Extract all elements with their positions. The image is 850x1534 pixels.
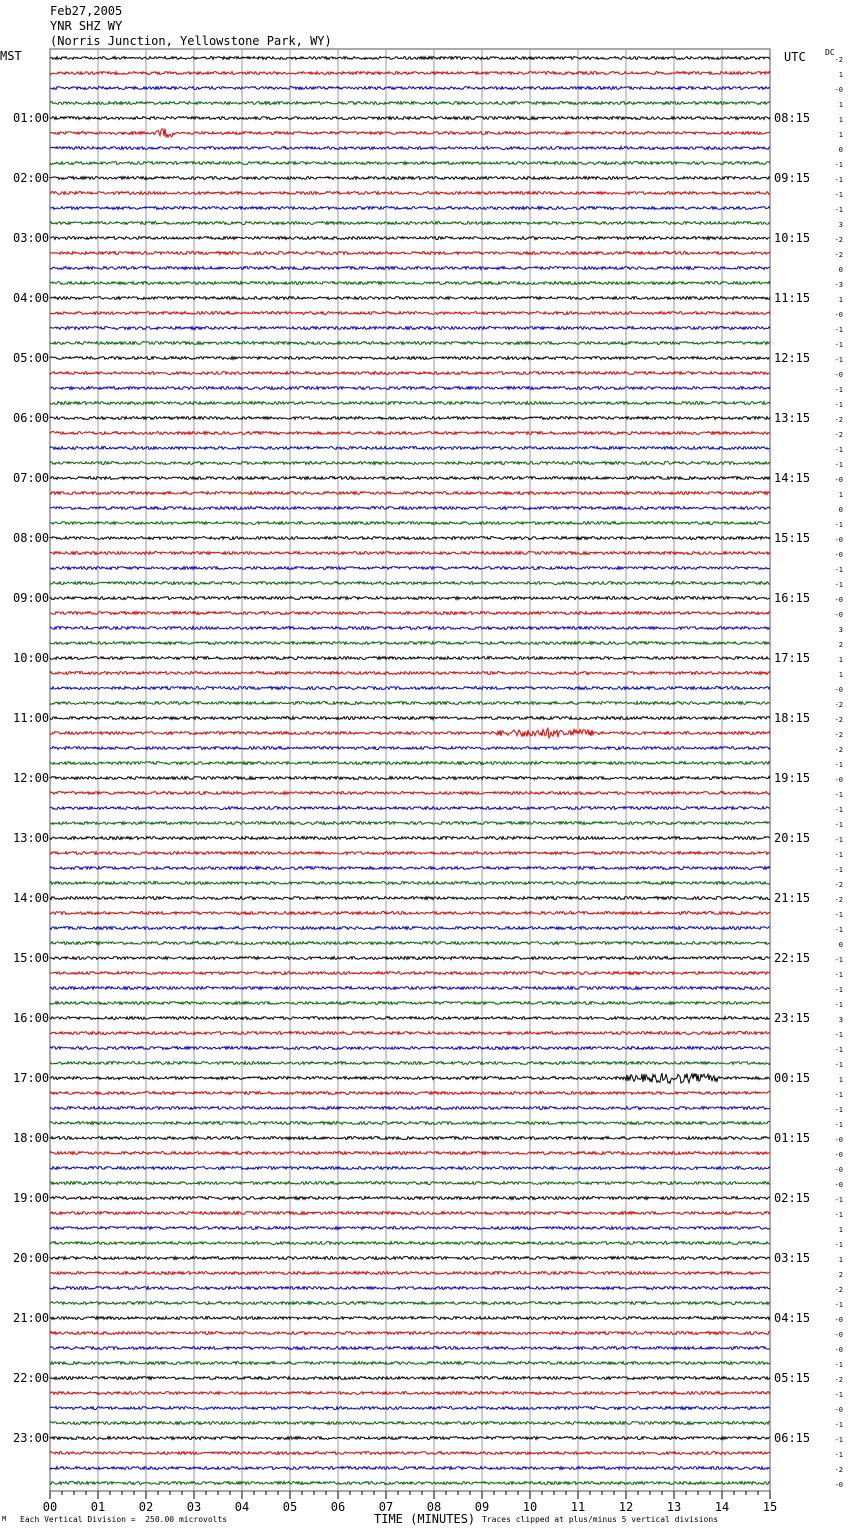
- x-tick-label: 12: [618, 1500, 634, 1514]
- trace-row: [50, 717, 770, 720]
- mst-hour-label: 16:00: [13, 1011, 50, 1025]
- dc-offset-value: -2: [834, 1376, 843, 1384]
- mst-hour-label: 11:00: [13, 711, 50, 725]
- dc-offset-value: -1: [834, 911, 843, 919]
- trace-row: [50, 1122, 770, 1125]
- trace-row: [50, 822, 770, 825]
- dc-offset-value: -1: [834, 986, 843, 994]
- dc-offset-value: -0: [834, 1331, 843, 1339]
- dc-offset-value: -1: [834, 956, 843, 964]
- dc-offset-value: -1: [834, 1421, 843, 1429]
- trace-row: [50, 1152, 770, 1155]
- utc-hour-label: 19:15: [774, 771, 811, 785]
- dc-offset-value: -1: [834, 461, 843, 469]
- dc-offset-value: -2: [834, 716, 843, 724]
- dc-offset-value: -1: [834, 1391, 843, 1399]
- mst-hour-label: 07:00: [13, 471, 50, 485]
- trace-row: [50, 1302, 770, 1305]
- dc-offset-value: -0: [834, 1316, 843, 1324]
- utc-hour-label: 18:15: [774, 711, 811, 725]
- trace-row: [50, 1452, 770, 1455]
- dc-offset-header: DC: [825, 48, 835, 57]
- dc-offset-value: -2: [834, 236, 843, 244]
- dc-offset-value: -1: [834, 1091, 843, 1099]
- trace-row: [50, 687, 770, 690]
- dc-offset-value: -1: [834, 1241, 843, 1249]
- utc-hour-label: 03:15: [774, 1251, 811, 1265]
- trace-row: [50, 72, 770, 75]
- x-tick-label: 06: [330, 1500, 346, 1514]
- trace-row: [50, 87, 770, 90]
- dc-offset-value: 1: [838, 491, 843, 499]
- x-tick-label: 00: [42, 1500, 58, 1514]
- utc-hour-label: 01:15: [774, 1131, 811, 1145]
- x-tick-label: 10: [522, 1500, 538, 1514]
- trace-row: [50, 1167, 770, 1170]
- dc-offset-value: -1: [834, 1451, 843, 1459]
- dc-offset-value: -1: [834, 1196, 843, 1204]
- left-timezone-label: MST: [0, 49, 22, 63]
- dc-offset-value: 0: [838, 266, 843, 274]
- dc-offset-value: -1: [834, 1046, 843, 1054]
- trace-row: [50, 1377, 770, 1380]
- trace-row: [50, 882, 770, 885]
- x-tick-label: 04: [234, 1500, 250, 1514]
- x-tick-label: 01: [90, 1500, 106, 1514]
- dc-offset-value: -0: [834, 86, 843, 94]
- dc-offset-value: -1: [834, 1301, 843, 1309]
- mst-hour-label: 20:00: [13, 1251, 50, 1265]
- trace-row: [50, 1317, 770, 1320]
- dc-offset-value: 3: [838, 1016, 843, 1024]
- station-location: (Norris Junction, Yellowstone Park, WY): [50, 34, 332, 48]
- trace-row: [50, 192, 770, 195]
- dc-offset-value: -1: [834, 1436, 843, 1444]
- x-tick-label: 02: [138, 1500, 154, 1514]
- trace-row: [50, 1073, 770, 1083]
- mst-hour-label: 04:00: [13, 291, 50, 305]
- trace-row: [50, 432, 770, 435]
- trace-row: [50, 327, 770, 330]
- dc-offset-value: -1: [834, 866, 843, 874]
- trace-row: [50, 1392, 770, 1395]
- utc-hour-label: 23:15: [774, 1011, 811, 1025]
- trace-row: [50, 387, 770, 390]
- dc-offset-value: 1: [838, 71, 843, 79]
- trace-row: [50, 582, 770, 585]
- dc-offset-value: -1: [834, 446, 843, 454]
- trace-row: [50, 792, 770, 795]
- trace-row: [50, 912, 770, 915]
- dc-offset-value: -2: [834, 896, 843, 904]
- dc-offset-value: -1: [834, 206, 843, 214]
- trace-row: [50, 252, 770, 255]
- trace-row: [50, 597, 770, 600]
- x-tick-label: 08: [426, 1500, 442, 1514]
- dc-offset-value: -1: [834, 806, 843, 814]
- dc-offset-value: -1: [834, 1106, 843, 1114]
- trace-row: [50, 1437, 770, 1440]
- dc-offset-value: -1: [834, 191, 843, 199]
- x-tick-label: 07: [378, 1500, 394, 1514]
- dc-offset-value: 0: [838, 941, 843, 949]
- dc-offset-value: -2: [834, 1286, 843, 1294]
- trace-row: [50, 522, 770, 525]
- mst-hour-label: 05:00: [13, 351, 50, 365]
- trace-row: [50, 747, 770, 750]
- dc-offset-value: 3: [838, 221, 843, 229]
- trace-row: [50, 807, 770, 810]
- dc-offset-value: -1: [834, 566, 843, 574]
- dc-offset-value: -1: [834, 581, 843, 589]
- x-tick-label: 09: [474, 1500, 490, 1514]
- clip-note: Traces clipped at plus/minus 5 vertical divisions: [482, 1515, 719, 1524]
- trace-row: [50, 102, 770, 105]
- utc-hour-label: 12:15: [774, 351, 811, 365]
- x-tick-label: 13: [666, 1500, 682, 1514]
- dc-offset-value: -1: [834, 1211, 843, 1219]
- dc-offset-value: 0: [838, 506, 843, 514]
- right-timezone-label: UTC: [784, 50, 806, 64]
- mst-hour-label: 21:00: [13, 1311, 50, 1325]
- utc-hour-label: 15:15: [774, 531, 811, 545]
- dc-offset-value: -1: [834, 821, 843, 829]
- trace-row: [50, 762, 770, 765]
- dc-offset-value: 1: [838, 656, 843, 664]
- trace-row: [50, 1332, 770, 1335]
- trace-row: [50, 492, 770, 495]
- trace-row: [50, 657, 770, 660]
- mst-hour-label: 10:00: [13, 651, 50, 665]
- trace-row: [50, 1032, 770, 1035]
- x-tick-label: 15: [762, 1500, 778, 1514]
- utc-hour-label: 02:15: [774, 1191, 811, 1205]
- utc-hour-label: 00:15: [774, 1071, 811, 1085]
- trace-row: [50, 372, 770, 375]
- trace-row: [50, 567, 770, 570]
- trace-row: [50, 1347, 770, 1350]
- trace-row: [50, 57, 770, 60]
- utc-hour-label: 17:15: [774, 651, 811, 665]
- dc-offset-value: 1: [838, 1256, 843, 1264]
- dc-offset-value: -0: [834, 776, 843, 784]
- dc-offset-value: 0: [838, 146, 843, 154]
- dc-offset-value: -0: [834, 1481, 843, 1489]
- trace-row: [50, 897, 770, 900]
- trace-row: [50, 672, 770, 675]
- utc-hour-label: 13:15: [774, 411, 811, 425]
- trace-row: [50, 267, 770, 270]
- trace-row: [50, 1407, 770, 1410]
- dc-offset-value: -1: [834, 521, 843, 529]
- trace-row: [50, 1197, 770, 1200]
- dc-offset-value: -1: [834, 1061, 843, 1069]
- dc-offset-value: -1: [834, 836, 843, 844]
- dc-offset-value: -2: [834, 416, 843, 424]
- corner-mark: M: [2, 1515, 7, 1523]
- utc-hour-label: 06:15: [774, 1431, 811, 1445]
- dc-offset-value: -0: [834, 1346, 843, 1354]
- trace-row: [50, 927, 770, 930]
- trace-row: [50, 447, 770, 450]
- trace-row: [50, 207, 770, 210]
- dc-offset-value: -0: [834, 611, 843, 619]
- trace-row: [50, 867, 770, 870]
- utc-hour-label: 09:15: [774, 171, 811, 185]
- dc-offset-value: -1: [834, 356, 843, 364]
- mst-hour-label: 18:00: [13, 1131, 50, 1145]
- dc-offset-value: -0: [834, 551, 843, 559]
- trace-row: [50, 552, 770, 555]
- trace-row: [50, 402, 770, 405]
- dc-offset-value: 1: [838, 131, 843, 139]
- dc-offset-value: 1: [838, 116, 843, 124]
- trace-row: [50, 728, 770, 738]
- trace-row: [50, 837, 770, 840]
- dc-offset-value: -0: [834, 536, 843, 544]
- mst-hour-label: 08:00: [13, 531, 50, 545]
- dc-offset-value: -1: [834, 1361, 843, 1369]
- trace-row: [50, 612, 770, 615]
- record-date: Feb27,2005: [50, 4, 123, 18]
- dc-offset-value: -0: [834, 1136, 843, 1144]
- dc-offset-value: -0: [834, 371, 843, 379]
- trace-row: [50, 777, 770, 780]
- dc-offset-value: 1: [838, 1076, 843, 1084]
- dc-offset-value: -2: [834, 731, 843, 739]
- trace-row: [50, 1422, 770, 1425]
- trace-row: [50, 1062, 770, 1065]
- dc-offset-value: -0: [834, 1406, 843, 1414]
- dc-offset-value: -0: [834, 596, 843, 604]
- dc-offset-value: 1: [838, 296, 843, 304]
- dc-offset-value: -1: [834, 1031, 843, 1039]
- dc-offset-value: -2: [834, 746, 843, 754]
- dc-offset-value: -2: [834, 701, 843, 709]
- dc-offset-value: -1: [834, 926, 843, 934]
- x-tick-label: 14: [714, 1500, 730, 1514]
- dc-offset-value: -1: [834, 401, 843, 409]
- mst-hour-label: 02:00: [13, 171, 50, 185]
- trace-row: [50, 177, 770, 180]
- trace-row: [50, 1107, 770, 1110]
- trace-row: [50, 852, 770, 855]
- utc-hour-label: 04:15: [774, 1311, 811, 1325]
- dc-offset-value: -2: [834, 56, 843, 64]
- trace-row: [50, 1272, 770, 1275]
- mst-hour-label: 17:00: [13, 1071, 50, 1085]
- dc-offset-value: 1: [838, 671, 843, 679]
- trace-row: [50, 1137, 770, 1140]
- dc-offset-value: -0: [834, 686, 843, 694]
- mst-hour-label: 14:00: [13, 891, 50, 905]
- trace-row: [50, 537, 770, 540]
- dc-offset-value: -1: [834, 971, 843, 979]
- dc-offset-value: -1: [834, 1121, 843, 1129]
- trace-row: [50, 1212, 770, 1215]
- utc-hour-label: 20:15: [774, 831, 811, 845]
- trace-row: [50, 237, 770, 240]
- trace-row: [50, 702, 770, 705]
- trace-row: [50, 957, 770, 960]
- mst-hour-label: 19:00: [13, 1191, 50, 1205]
- trace-row: [50, 972, 770, 975]
- mst-hour-label: 13:00: [13, 831, 50, 845]
- plot-frame: [50, 49, 770, 1491]
- mst-hour-label: 01:00: [13, 111, 50, 125]
- dc-offset-value: -0: [834, 1166, 843, 1174]
- trace-row: [50, 117, 770, 120]
- trace-row: [50, 357, 770, 360]
- dc-offset-value: -1: [834, 791, 843, 799]
- dc-offset-value: 1: [838, 1226, 843, 1234]
- trace-row: [50, 282, 770, 285]
- trace-row: [50, 1287, 770, 1290]
- utc-hour-label: 14:15: [774, 471, 811, 485]
- trace-row: [50, 1182, 770, 1185]
- trace-row: [50, 1092, 770, 1095]
- dc-offset-value: -3: [834, 281, 843, 289]
- dc-offset-value: -2: [834, 881, 843, 889]
- dc-offset-value: -0: [834, 311, 843, 319]
- scale-note: Each Vertical Division = 250.00 microvolts: [20, 1515, 228, 1524]
- trace-row: [50, 222, 770, 225]
- trace-row: [50, 1002, 770, 1005]
- utc-hour-label: 16:15: [774, 591, 811, 605]
- dc-offset-value: -0: [834, 476, 843, 484]
- mst-hour-label: 06:00: [13, 411, 50, 425]
- x-axis-title: TIME (MINUTES): [374, 1512, 476, 1526]
- dc-offset-value: 3: [838, 626, 843, 634]
- dc-offset-value: -2: [834, 431, 843, 439]
- mst-hour-label: 03:00: [13, 231, 50, 245]
- dc-offset-value: 2: [838, 641, 843, 649]
- trace-row: [50, 627, 770, 630]
- dc-offset-value: -1: [834, 326, 843, 334]
- trace-row: [50, 1467, 770, 1470]
- trace-row: [50, 507, 770, 510]
- trace-row: [50, 1227, 770, 1230]
- trace-row: [50, 1362, 770, 1365]
- x-tick-label: 03: [186, 1500, 202, 1514]
- dc-offset-value: -1: [834, 851, 843, 859]
- trace-row: [50, 642, 770, 645]
- dc-offset-value: 1: [838, 101, 843, 109]
- dc-offset-value: -1: [834, 176, 843, 184]
- mst-hour-label: 22:00: [13, 1371, 50, 1385]
- trace-row: [50, 417, 770, 420]
- trace-row: [50, 297, 770, 300]
- utc-hour-label: 22:15: [774, 951, 811, 965]
- mst-hour-label: 12:00: [13, 771, 50, 785]
- trace-row: [50, 1017, 770, 1020]
- utc-hour-label: 08:15: [774, 111, 811, 125]
- station-code: YNR SHZ WY: [50, 19, 123, 33]
- dc-offset-value: -0: [834, 1181, 843, 1189]
- trace-row: [50, 942, 770, 945]
- trace-row: [50, 342, 770, 345]
- trace-row: [50, 987, 770, 990]
- utc-hour-label: 11:15: [774, 291, 811, 305]
- trace-row: [50, 147, 770, 150]
- mst-hour-label: 15:00: [13, 951, 50, 965]
- trace-row: [50, 162, 770, 165]
- dc-offset-value: -1: [834, 161, 843, 169]
- trace-row: [50, 1242, 770, 1245]
- dc-offset-value: -0: [834, 1151, 843, 1159]
- trace-row: [50, 1257, 770, 1260]
- dc-offset-value: -1: [834, 341, 843, 349]
- mst-hour-label: 09:00: [13, 591, 50, 605]
- trace-row: [50, 477, 770, 480]
- utc-hour-label: 05:15: [774, 1371, 811, 1385]
- mst-hour-label: 23:00: [13, 1431, 50, 1445]
- trace-row: [50, 129, 770, 138]
- dc-offset-value: -2: [834, 1466, 843, 1474]
- dc-offset-value: 2: [838, 1271, 843, 1279]
- dc-offset-value: -1: [834, 386, 843, 394]
- dc-offset-value: -2: [834, 251, 843, 259]
- trace-row: [50, 1482, 770, 1485]
- x-tick-label: 05: [282, 1500, 298, 1514]
- trace-row: [50, 1047, 770, 1050]
- trace-row: [50, 312, 770, 315]
- utc-hour-label: 10:15: [774, 231, 811, 245]
- dc-offset-value: -1: [834, 1001, 843, 1009]
- utc-hour-label: 21:15: [774, 891, 811, 905]
- x-tick-label: 11: [570, 1500, 586, 1514]
- trace-row: [50, 462, 770, 465]
- dc-offset-value: -1: [834, 761, 843, 769]
